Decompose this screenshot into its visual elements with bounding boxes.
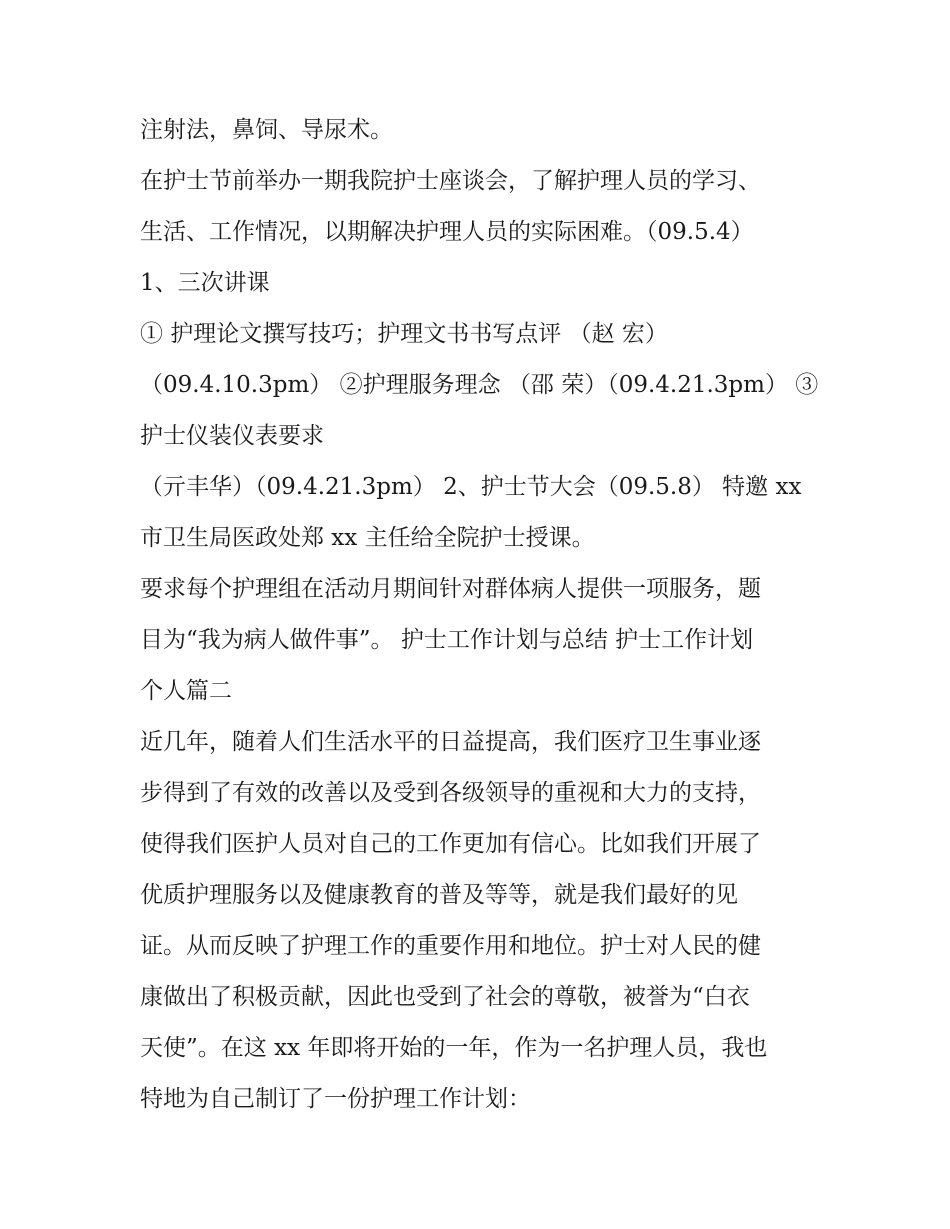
text-line: 近几年，随着人们生活水平的日益提高，我们医疗卫生事业逐	[140, 729, 761, 755]
document-body	[140, 108, 820, 1128]
text-line: 生活、工作情况，以期解决护理人员的实际困难。（09.5.4）	[140, 219, 754, 245]
text-line: ① 护理论文撰写技巧；护理文书书写点评 （赵 宏）	[140, 321, 668, 347]
text-line: 1、三次讲课	[140, 270, 270, 296]
text-line: 优质护理服务以及健康教育的普及等等，就是我们最好的见	[140, 882, 738, 908]
text-line: 步得到了有效的改善以及受到各级领导的重视和大力的支持，	[140, 780, 761, 806]
text-line: （亓丰华）（09.4.21.3pm） 2、护士节大会（09.5.8） 特邀 xx	[140, 474, 802, 500]
text-line: 特地为自己制订了一份护理工作计划：	[140, 1086, 531, 1112]
text-line: 注射法，鼻饲、导尿术。	[140, 117, 393, 143]
text-line: 个人篇二	[140, 678, 232, 704]
text-line: （09.4.10.3pm） ②护理服务理念 （邵 荣）（09.4.21.3pm） ③	[140, 372, 819, 398]
text-line: 使得我们医护人员对自己的工作更加有信心。比如我们开展了	[140, 831, 761, 857]
text-line: 要求每个护理组在活动月期间针对群体病人提供一项服务，题	[140, 576, 761, 602]
text-line: 康做出了积极贡献，因此也受到了社会的尊敬，被誉为“白衣	[140, 984, 750, 1010]
text-line: 在护士节前举办一期我院护士座谈会，了解护理人员的学习、	[140, 168, 761, 194]
text-line: 天使”。在这 xx 年即将开始的一年，作为一名护理人员，我也	[140, 1035, 768, 1061]
text-line: 护士仪装仪表要求	[140, 423, 324, 449]
text-line: 目为“我为病人做件事”。 护士工作计划与总结 护士工作计划	[140, 627, 754, 653]
text-line: 证。从而反映了护理工作的重要作用和地位。护士对人民的健	[140, 933, 761, 959]
text-line: 市卫生局医政处郑 xx 主任给全院护士授课。	[140, 525, 595, 551]
